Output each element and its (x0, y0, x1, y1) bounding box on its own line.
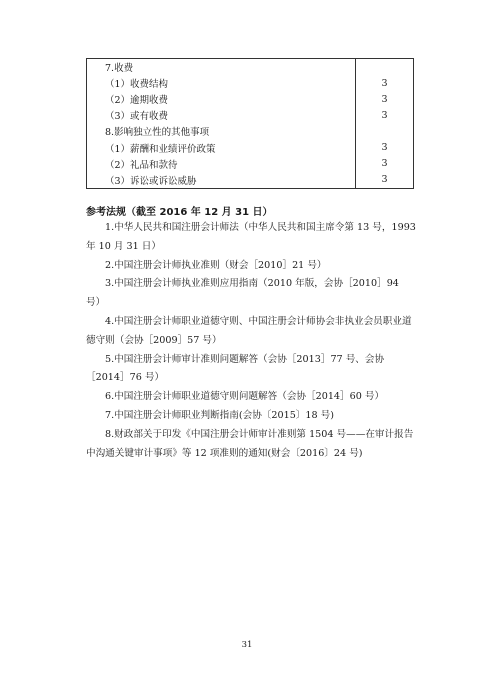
item-cell: （1）收费结构 (87, 75, 356, 91)
item-cell: 8.影响独立性的其他事项 (87, 123, 356, 139)
table-row (87, 75, 414, 91)
item-cell: （2）逾期收费 (87, 91, 356, 107)
table-row (87, 123, 414, 139)
level-cell: 3 (356, 75, 414, 91)
reference-item: 6.中国注册会计师职业道德守则问题解答（会协［2014］60 号） (105, 391, 385, 403)
page-number: 31 (241, 640, 253, 650)
level-cell: 3 (356, 139, 414, 155)
table-row (87, 59, 414, 76)
table-row (87, 156, 414, 172)
level-cell: 3 (356, 172, 414, 189)
references-list (86, 219, 416, 463)
item-cell: 7.收费 (87, 59, 356, 76)
item-cell: （3）或有收费 (87, 107, 356, 123)
item-cell: （1）薪酬和业绩评价政策 (87, 139, 356, 155)
references-title: 参考法规（截至 2016 年 12 月 31 日） (86, 207, 273, 218)
item-cell: （3）诉讼或诉讼威胁 (87, 172, 356, 189)
reference-item: 2.中国注册会计师执业准则（财会［2010］21 号） (105, 259, 327, 271)
reference-item: 3.中国注册会计师执业准则应用指南（2010 年版，会协［2010］94 号） (86, 278, 399, 309)
reference-item: 1.中华人民共和国注册会计师法（中华人民共和国主席令第 13 号，1993 年 10 月 31 日） (86, 222, 416, 252)
level-cell: 3 (356, 91, 414, 107)
reference-item: 7.中国注册会计师职业判断指南(会协〔2015〕18 号) (105, 409, 334, 421)
level-cell (356, 123, 414, 139)
table-row (87, 172, 414, 189)
reference-item: 4.中国注册会计师职业道德守则、中国注册会计师协会非执业会员职业道德守则（会协［2009］57 号） (86, 315, 412, 346)
level-cell: 3 (356, 156, 414, 172)
reference-item: 8.财政部关于印发《中国注册会计师审计准则第 1504 号——在审计报告中沟通关键审计事项》等 12 项准则的通知(财会〔2016〕24 号) (86, 428, 414, 459)
table-row (87, 107, 414, 123)
level-cell (356, 59, 414, 76)
level-cell: 3 (356, 107, 414, 123)
table-row (87, 139, 414, 155)
requirements-table (86, 58, 414, 189)
item-cell: （2）礼品和款待 (87, 156, 356, 172)
reference-item: 5.中国注册会计师审计准则问题解答（会协［2013］77 号、会协［2014］76 号） (86, 353, 385, 384)
table-row (87, 91, 414, 107)
